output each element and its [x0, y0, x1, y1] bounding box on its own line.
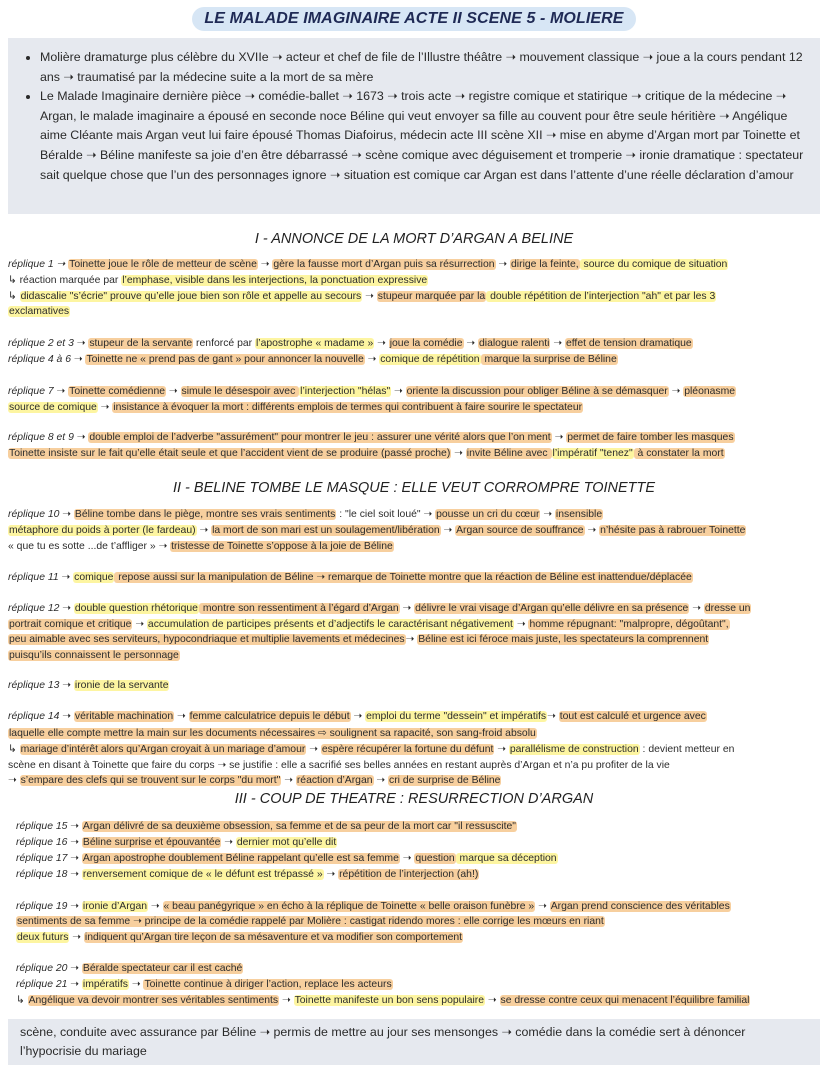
highlight-yellow: métaphore du poids à porter (le fardeau)	[9, 525, 196, 536]
text-run: ➝	[494, 744, 509, 755]
highlight-yellow: exclamatives	[9, 306, 70, 317]
text-run: ➝	[67, 963, 82, 974]
replique-label: réplique 8 et 9	[8, 432, 74, 443]
line	[8, 601, 824, 616]
text-run: ➝	[451, 448, 466, 459]
highlight-orange: double emploi de l’adverbe "assurément" pour montrer le jeu : assurer une vérité alors que l’on ment	[89, 432, 551, 443]
text-run: ➝	[668, 386, 684, 397]
replique-label: réplique 15	[16, 821, 68, 832]
highlight-yellow: l’apostrophe « madame »	[255, 338, 374, 349]
text-run: ➝	[97, 402, 113, 413]
highlight-yellow: dernier mot qu’elle dit	[236, 837, 337, 848]
line	[8, 523, 824, 538]
highlight-orange: tout est calculé et urgence avec	[559, 711, 706, 722]
highlight-orange: Toinette continue à diriger l’action, replace les acteurs	[144, 979, 392, 990]
text-run: ➝	[67, 853, 82, 864]
highlight-orange: espère récupérer la fortune du défunt	[321, 744, 494, 755]
highlight-yellow: source de comique	[9, 402, 97, 413]
text-run: ➝	[374, 338, 389, 349]
replique-label: réplique 2 et 3	[8, 338, 74, 349]
text-run: scène en disant à Toinette que faire du corps ➝ se justifie : elle a sacrifié ses belles années en restant auprès d’Argan et n’a pu profiter de la vie	[8, 760, 670, 771]
line	[8, 304, 824, 319]
highlight-orange: Béline surprise et épouvantée	[82, 837, 221, 848]
highlight-orange: Toinette ne « prend pas de gant » pour annoncer la nouvelle	[86, 354, 364, 365]
line	[16, 835, 824, 850]
text-run: ➝	[584, 525, 600, 536]
text-run: ➝	[67, 979, 82, 990]
highlight-orange: insistance à évoquer la mort : différents emplois de termes qui contribuent à faire sourire le spectateur	[113, 402, 583, 413]
highlight-orange: Béralde spectateur car il est caché	[82, 963, 243, 974]
highlight-orange: Béline tombe dans le piège, montre ses vrais sentiments	[74, 509, 336, 520]
replique-label: réplique 16	[16, 837, 68, 848]
highlight-yellow: double répétition de l’interjection "ah" et par les 3	[487, 291, 716, 302]
highlight-orange: Toinette comédienne	[69, 386, 166, 397]
line	[16, 993, 824, 1008]
replique-label: réplique 13	[8, 680, 60, 691]
highlight-orange: n’hésite pas à rabrouer Toinette	[600, 525, 746, 536]
text-run: ➝	[391, 386, 406, 397]
highlight-orange: invite Béline avec	[466, 448, 551, 459]
line	[8, 289, 824, 304]
line	[16, 851, 824, 866]
text-run: ➝	[463, 338, 478, 349]
highlight-yellow: impératifs	[82, 979, 128, 990]
text-run: ➝	[373, 775, 388, 786]
highlight-yellow: ironie d’Argan	[82, 901, 148, 912]
text-run: ↳ réaction marquée par	[8, 275, 122, 286]
section-3-heading: III - COUP DE THEATRE : RESURRECTION D’ARGAN	[234, 791, 594, 807]
highlight-yellow: l’impératif "tenez"	[552, 448, 633, 459]
text-run: ➝	[174, 711, 189, 722]
text-run: ➝	[279, 995, 294, 1006]
highlight-orange: joue la comédie	[389, 338, 463, 349]
highlight-orange: Argan prend conscience des véritables	[550, 901, 730, 912]
intro-box	[8, 38, 820, 214]
text-run: ➝	[67, 837, 82, 848]
highlight-orange: s’empare des clefs qui se trouvent sur le corps "du mort"	[20, 775, 281, 786]
highlight-orange: Toinette joue le rôle de metteur de scène	[69, 259, 257, 270]
conclusion-box: scène, conduite avec assurance par Béline ➝ permis de mettre au jour ses mensonges ➝ comédie dans la comédie sert à dénoncer l’hypocrisie du mariage	[8, 1019, 820, 1065]
highlight-yellow: didascalie "s’écrie" prouve qu’elle joue bien son rôle et appelle au secours	[20, 291, 362, 302]
highlight-orange: oriente la discussion pour obliger Béline à se démasquer	[406, 386, 668, 397]
highlight-orange: pléonasme	[684, 386, 736, 397]
highlight-orange: tristesse de Toinette s’oppose à la joie de Béline	[171, 541, 393, 552]
highlight-orange: Argan source de souffrance	[456, 525, 584, 536]
replique-label: réplique 7	[8, 386, 54, 397]
highlight-orange: dresse un	[704, 603, 751, 614]
line	[8, 384, 824, 399]
text-run: ➝	[257, 259, 273, 270]
text-run: ➝	[221, 837, 236, 848]
text-run: ➝	[59, 711, 74, 722]
highlight-orange: pousse un cri du cœur	[436, 509, 540, 520]
highlight-orange: peu aimable avec ses serviteurs, hypocondriaque et multiplie lavements et médecines	[9, 634, 405, 645]
highlight-yellow: source du comique de situation	[580, 259, 728, 270]
replique-label: réplique 1 ➝	[8, 259, 69, 270]
intro-list	[24, 48, 810, 185]
line	[16, 930, 824, 945]
line	[8, 539, 824, 554]
replique-label: réplique 4 à 6	[8, 354, 71, 365]
text-run: ➝	[166, 386, 181, 397]
highlight-yellow: accumulation de participes présents et d’adjectifs le caractérisant négativement	[147, 619, 513, 630]
highlight-orange: insensible	[555, 509, 603, 520]
line	[8, 507, 824, 522]
line	[8, 742, 824, 757]
highlight-yellow: deux futurs	[17, 932, 69, 943]
highlight-orange: puisqu’ils connaissent le personnage	[9, 650, 179, 661]
text-run: ➝	[67, 821, 82, 832]
line	[8, 758, 824, 773]
text-run: ➝	[405, 634, 418, 645]
replique-label: réplique 12	[8, 603, 60, 614]
text-run: ➝	[196, 525, 212, 536]
text-run: ➝	[70, 354, 86, 365]
highlight-yellow: renversement comique de « le défunt est trépassé »	[82, 869, 323, 880]
highlight-yellow: emploi du terme "dessein" et impératifs	[366, 711, 547, 722]
line	[8, 570, 824, 585]
highlight-orange: homme répugnant: "malpropre, dégoûtant",	[529, 619, 729, 630]
text-run: ➝	[67, 869, 82, 880]
replique-label: réplique 21	[16, 979, 68, 990]
highlight-yellow: marque sa déception	[456, 853, 557, 864]
text-run: ➝	[350, 711, 366, 722]
highlight-orange: montre son ressentiment à l’égard d’Argan	[199, 603, 399, 614]
highlight-orange: dialogue ralenti	[478, 338, 550, 349]
replique-label: réplique 20	[16, 963, 68, 974]
replique-label: réplique 11	[8, 572, 59, 583]
text-run: ➝	[59, 603, 74, 614]
text-run: ➝	[8, 775, 20, 786]
line	[16, 977, 824, 992]
highlight-orange: simule le désespoir avec	[181, 386, 299, 397]
text-run: ↳	[16, 995, 28, 1006]
text-run: ➝	[73, 338, 89, 349]
highlight-orange: Angélique va devoir montrer ses véritables sentiments	[28, 995, 279, 1006]
line	[8, 632, 824, 647]
text-run: ➝	[53, 386, 69, 397]
line	[8, 709, 824, 724]
line	[8, 726, 824, 741]
line	[16, 867, 824, 882]
highlight-orange: stupeur de la servante	[89, 338, 193, 349]
line	[16, 819, 824, 834]
highlight-yellow: l’emphase, visible dans les interjections, la ponctuation expressive	[122, 275, 428, 286]
highlight-yellow: double question rhétorique	[74, 603, 198, 614]
text-run: ➝	[551, 432, 567, 443]
highlight-yellow: comique de répétition	[380, 354, 480, 365]
line	[8, 446, 824, 461]
line	[16, 961, 824, 976]
text-run: ➝	[362, 291, 377, 302]
highlight-orange: Toinette insiste sur le fait qu’elle était seule et que l’accident vient de se produire (passé proche)	[9, 448, 451, 459]
highlight-orange: la mort de son mari est un soulagement/libération	[212, 525, 440, 536]
text-run: ➝	[689, 603, 704, 614]
highlight-orange: sentiments de sa femme ➝ principe de la comédie rappelé par Molière : castigat ridendo mores : elle corrige les mœurs en riant	[17, 916, 604, 927]
replique-label: réplique 10	[8, 509, 60, 520]
replique-label: réplique 17	[16, 853, 68, 864]
text-run: ➝	[128, 979, 144, 990]
replique-label: réplique 14	[8, 711, 60, 722]
line	[8, 430, 824, 445]
highlight-orange: laquelle elle compte mettre la main sur les documents nécessaires ⇨ soulignent sa rapacité, son sang-froid absolu	[9, 728, 536, 739]
text-run: ➝	[73, 432, 89, 443]
highlight-orange: véritable machination	[74, 711, 174, 722]
text-run: ➝	[540, 509, 555, 520]
text-run: ↳	[8, 744, 20, 755]
text-run: ➝	[148, 901, 163, 912]
line	[8, 617, 824, 632]
highlight-orange: permet de faire tomber les masques	[567, 432, 734, 443]
intro-bullet-1: • Molière dramaturge plus célèbre du XVIIe ➝ acteur et chef de file de l’Illustre théâtre ➝ mouvement classique ➝ joue a la cours pendant 12 ans ➝ traumatisé par la médecine suite a la mort de sa mère	[40, 48, 810, 87]
highlight-orange: répétition de l’interjection (ah!)	[339, 869, 479, 880]
highlight-yellow: ironie de la servante	[74, 680, 169, 691]
text-run: : "le ciel soit loué" ➝	[336, 509, 436, 520]
line	[16, 899, 824, 914]
highlight-orange: stupeur marquée par la	[377, 291, 486, 302]
line	[8, 257, 824, 272]
line	[8, 273, 824, 288]
line	[8, 400, 824, 415]
text-run: ➝	[399, 853, 415, 864]
highlight-yellow: Toinette manifeste un bon sens populaire	[294, 995, 485, 1006]
highlight-orange: portrait comique et critique	[9, 619, 132, 630]
text-run: ➝	[547, 711, 559, 722]
text-run: ➝	[69, 932, 84, 943]
text-run: ➝	[440, 525, 456, 536]
highlight-yellow: parallélisme de construction	[509, 744, 639, 755]
text-run: ➝	[306, 744, 321, 755]
line	[8, 648, 824, 663]
text-run: ➝	[59, 680, 74, 691]
text-run: ➝	[364, 354, 380, 365]
highlight-orange: Argan délivré de sa deuxième obsession, sa femme et de sa peur de la mort car "il ressuscite"	[82, 821, 516, 832]
text-run: ➝	[59, 509, 74, 520]
highlight-orange: effet de tension dramatique	[565, 338, 692, 349]
line	[8, 773, 824, 788]
text-run: ➝	[495, 259, 511, 270]
line	[8, 678, 824, 693]
text-run: « que tu es sotte ...de t’affliger » ➝	[8, 541, 171, 552]
highlight-orange: femme calculatrice depuis le début	[189, 711, 350, 722]
text-run: ↳	[8, 291, 20, 302]
highlight-orange: mariage d’intérêt alors qu’Argan croyait à un mariage d’amour	[20, 744, 306, 755]
intro-bullet-2: • Le Malade Imaginaire dernière pièce ➝ comédie-ballet ➝ 1673 ➝ trois acte ➝ registre comique et statirique ➝ critique de la médecine ➝ Argan, le malade imaginaire a épousé en seconde noce Béline qui veut envoyer sa fille au couvent pour être seule héritière ➝ Angélique aime Cléante mais Argan veut lui faire épousé Thomas Diafoirus, médecin acte III scène XII ➝ mise en abyme d’Argan mort par Toinette et Béralde ➝ Béline manifeste sa joie d’en être débarrassé ➝ scène comique avec déguisement et tromperie ➝ ironie dramatique : spectateur sait quelque chose que l’un des personnages ignore ➝ situation est comique car Argan est dans l’attente d’une réelle déclaration d’amour	[40, 87, 810, 185]
highlight-orange: repose aussi sur la manipulation de Béline ➝ remarque de Toinette montre que la réaction de Béline est inattendue/déplacée	[115, 572, 692, 583]
highlight-yellow: l’interjection "hélas"	[300, 386, 391, 397]
text-run: ➝	[399, 603, 415, 614]
line	[16, 914, 824, 929]
replique-label: réplique 18	[16, 869, 68, 880]
page-title: LE MALADE IMAGINAIRE ACTE II SCENE 5 - MOLIERE	[192, 7, 635, 31]
highlight-yellow: comique	[74, 572, 114, 583]
text-run: ➝	[513, 619, 529, 630]
section-1-heading: I - ANNONCE DE LA MORT D’ARGAN A BELINE	[254, 231, 574, 247]
highlight-orange: « beau panégyrique » en écho à la réplique de Toinette « belle oraison funèbre »	[163, 901, 535, 912]
highlight-orange: à constater la mort	[634, 448, 724, 459]
text-run: ➝	[67, 901, 82, 912]
text-run: renforcé par	[193, 338, 255, 349]
highlight-orange: réaction d’Argan	[296, 775, 373, 786]
text-run: : devient metteur en	[639, 744, 735, 755]
text-run: ➝	[550, 338, 565, 349]
highlight-orange: gère la fausse mort d’Argan puis sa résurrection	[273, 259, 495, 270]
highlight-orange: marque la surprise de Béline	[481, 354, 617, 365]
line	[8, 336, 824, 351]
highlight-orange: se dresse contre ceux qui menacent l’équilibre familial	[500, 995, 750, 1006]
text-run: ➝	[535, 901, 550, 912]
replique-label: réplique 19	[16, 901, 68, 912]
highlight-orange: Argan apostrophe doublement Béline rappelant qu’elle est sa femme	[82, 853, 399, 864]
text-run: ➝	[132, 619, 147, 630]
section-2-heading: II - BELINE TOMBE LE MASQUE : ELLE VEUT CORROMPRE TOINETTE	[172, 480, 656, 496]
text-run: ➝	[323, 869, 339, 880]
highlight-orange: indiquent qu’Argan tire leçon de sa mésaventure et va modifier son comportement	[84, 932, 463, 943]
highlight-orange: Béline est ici féroce mais juste, les spectateurs la comprennent	[418, 634, 709, 645]
highlight-orange: délivre le vrai visage d’Argan qu’elle délivre en sa présence	[415, 603, 689, 614]
highlight-orange: cri de surprise de Béline	[389, 775, 501, 786]
line	[8, 352, 824, 367]
text-run: ➝	[281, 775, 296, 786]
highlight-orange: dirige la feinte,	[511, 259, 579, 270]
highlight-orange: question	[415, 853, 455, 864]
text-run: ➝	[58, 572, 74, 583]
title-container	[0, 7, 828, 31]
text-run: ➝	[485, 995, 500, 1006]
